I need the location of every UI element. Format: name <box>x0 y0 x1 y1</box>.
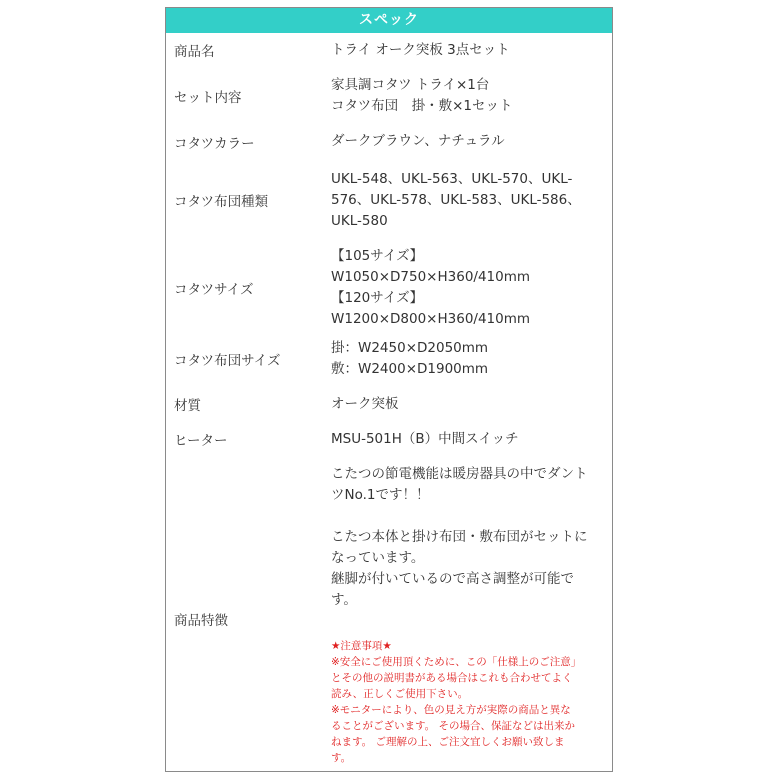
value-line: W1050×D750×H360/410mm <box>331 269 531 285</box>
feature-line: こたつの節電機能は暖房器具の中でダント <box>331 466 588 482</box>
row-label: コタツ布団種類 <box>174 194 269 210</box>
note-line: ※モニターにより、色の見え方が実際の商品と異な <box>331 704 571 716</box>
value-line: トライ オーク突板 3点セット <box>331 41 510 58</box>
value-line: W1200×D800×H360/410mm <box>331 311 531 327</box>
value-line: 掛：W2450×D2050mm <box>331 340 489 356</box>
row-value <box>331 424 611 454</box>
row-value <box>331 33 611 67</box>
feature-line: なっています。 <box>331 550 425 566</box>
spec-row-heater <box>166 424 612 454</box>
row-label: 材質 <box>174 398 201 414</box>
spec-row-features <box>166 464 612 772</box>
row-value <box>331 240 611 336</box>
row-label: 商品名 <box>174 44 215 60</box>
feature-line: こたつ本体と掛け布団・敷布団がセットに <box>331 529 588 545</box>
note-line: とその他の説明書がある場合はこれも合わせてよく <box>331 672 573 684</box>
value-line: 【105サイズ】 <box>331 248 424 264</box>
row-value <box>331 389 611 419</box>
note-line: す。 <box>331 752 352 764</box>
spec-row-color <box>166 125 612 158</box>
value-line: UKL-580 <box>331 212 388 229</box>
row-label: コタツ布団サイズ <box>174 353 281 369</box>
value-line: 576、UKL-578、UKL-583、UKL-586、 <box>331 191 581 208</box>
row-label: 商品特徴 <box>174 612 228 629</box>
value-line: 家具調コタツ トライ×1台 <box>331 77 490 93</box>
value-line: ダークブラウン、ナチュラル <box>331 133 505 149</box>
note-line: ※安全にご使用頂くために、この「仕様上のご注意」 <box>331 656 582 668</box>
value-line: 【120サイズ】 <box>331 290 424 306</box>
row-label: コタツサイズ <box>174 282 254 298</box>
spec-row-futon-size <box>166 336 612 382</box>
note-line: ★注意事項★ <box>331 640 392 652</box>
spec-row-set-contents <box>166 67 612 125</box>
value-line: MSU-501H（B）中間スイッチ <box>331 430 519 447</box>
value-line: 敷：W2400×D1900mm <box>331 361 489 377</box>
row-label: コタツカラー <box>174 135 255 152</box>
feature-line: 継脚が付いているので高さ調整が可能で <box>331 571 574 587</box>
spec-table <box>165 7 613 772</box>
value-line: コタツ布団 掛・敷×1セット <box>331 98 513 114</box>
features-text <box>331 464 611 611</box>
value-line: オーク突板 <box>331 395 399 412</box>
note-line: 読み、正しくご使用下さい。 <box>331 688 469 700</box>
spec-row-material <box>166 389 612 419</box>
row-value <box>331 336 611 382</box>
row-value <box>331 162 611 238</box>
row-value <box>331 125 611 158</box>
spec-row-product-name <box>166 33 612 67</box>
spec-row-futon-types <box>166 162 612 238</box>
row-label: ヒーター <box>174 433 228 449</box>
caution-notes <box>331 638 613 766</box>
row-value <box>331 67 611 125</box>
spec-header: スペック <box>166 8 612 33</box>
feature-line: ツNo.1です！！ <box>331 487 430 503</box>
feature-line: す。 <box>331 592 357 608</box>
spec-row-kotatsu-size <box>166 240 612 336</box>
note-line: ねます。 ご理解の上、ご注文宜しくお願い致しま <box>331 736 565 748</box>
note-line: ることがございます。 その場合、保証などは出来か <box>331 720 575 732</box>
value-line: UKL-548、UKL-563、UKL-570、UKL- <box>331 170 573 187</box>
row-label: セット内容 <box>174 90 242 106</box>
